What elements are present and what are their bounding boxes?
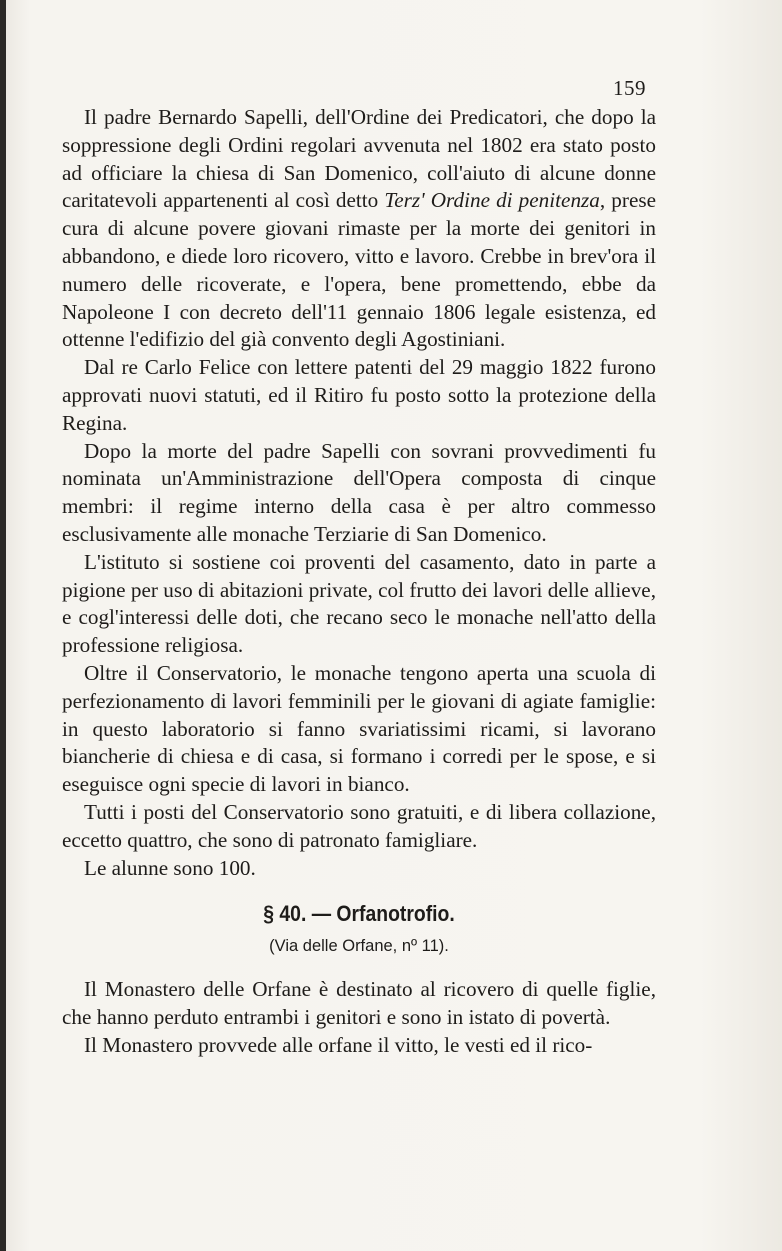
italic-phrase: Terz' Ordine di penitenza xyxy=(384,188,600,213)
paragraph-text: , prese cura di alcune povere giovani rimaste per la morte dei genitori in abbandono, e diede loro ricovero, vitto e lavoro. Crebbe in brev'ora il numero delle ricoverate, e l'opera, bene promettendo, ebbe da Napoleone I con decreto dell'11 gennaio 1806 legale esistenza, ed ottenne l'edifizio del già convento degli Agostiniani. xyxy=(62,188,657,352)
page-edge-shadow xyxy=(0,0,6,1251)
paragraph-pupils: Le alunne sono 100. xyxy=(84,855,256,880)
paragraph-monastery-purpose: Il Monastero delle Orfane è destinato al ricovero di quelle figlie, che hanno perduto entrambi i genitori e sono in istato di povertà. xyxy=(62,977,656,1030)
paragraph-funding: L'istituto si sostiene coi proventi del casamento, dato in parte a pigione per uso di abitazioni private, col frutto dei lavori delle allieve, e cogl'interessi delle doti, che recano seco le monache nell'atto della professione religiosa. xyxy=(62,549,656,658)
paragraph-monastery-provisions: Il Monastero provvede alle orfane il vitto, le vesti ed il rico- xyxy=(84,1032,593,1057)
section-address: (Via delle Orfane, nº 11). xyxy=(269,937,449,956)
page-number: 159 xyxy=(613,76,646,100)
page-body xyxy=(62,104,656,1060)
paragraph-administration: Dopo la morte del padre Sapelli con sovrani provvedimenti fu nominata un'Amministrazione dell'Opera composta di cinque membri: il regime interno della casa è per altro commesso esclusivamente alle monache Terziarie di San Domenico. xyxy=(62,438,656,546)
paragraph-text: Il padre Bernardo Sapelli, dell'Ordine dei Predicatori, che dopo la soppressione degli Ordini regolari avvenuta nel 1802 era stato posto ad officiare la chiesa di San Domenico, coll'aiuto di alcune donne caritatevoli appartenenti al così detto xyxy=(62,105,656,213)
paragraph-school: Oltre il Conservatorio, le monache tengono aperta una scuola di perfezionamento di lavori femminili per le giovani di agiate famiglie: in questo laboratorio si fanno svariatissimi ricami, si lavorano biancherie di chiesa e di casa, si formano i corredi per le spose, e si eseguisce ogni specie di lavori in bianco. xyxy=(62,660,656,797)
paragraph-statutes: Dal re Carlo Felice con lettere patenti del 29 maggio 1822 furono approvati nuovi statuti, ed il Ritiro fu posto sotto la protezione della Regina. xyxy=(62,355,656,435)
section-heading: § 40. — Orfanotrofio. xyxy=(263,901,455,927)
paragraph-places: Tutti i posti del Conservatorio sono gratuiti, e di libera collazione, eccetto quattro, che sono di patronato famigliare. xyxy=(62,799,656,852)
paragraph-history xyxy=(62,104,656,354)
